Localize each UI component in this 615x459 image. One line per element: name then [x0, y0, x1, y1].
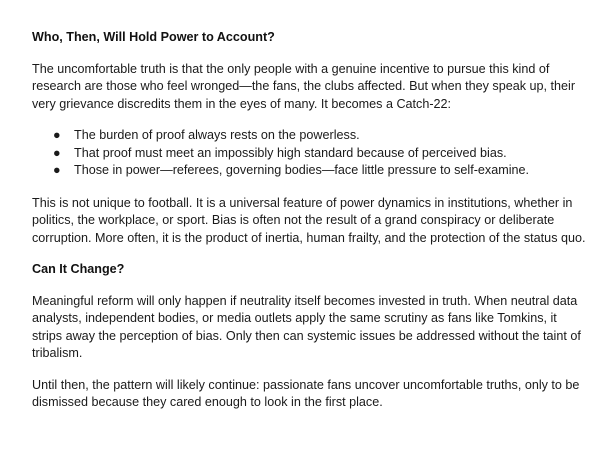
section-heading-change: Can It Change? — [32, 262, 125, 276]
bullet-icon: ● — [53, 145, 61, 160]
bullet-icon: ● — [53, 128, 61, 142]
list-item — [32, 127, 589, 145]
catch-22-list — [32, 127, 589, 180]
paragraph-until-then: Until then, the pattern will likely continue: passionate fans uncover uncomfortable truths, only to be dismissed because they cared enough to look in the first place. — [32, 377, 580, 409]
section-heading-power: Who, Then, Will Hold Power to Account? — [32, 30, 275, 44]
list-item-text: The burden of proof always rests on the powerless. — [74, 128, 360, 142]
list-item-text: Those in power—referees, governing bodies—face little pressure to self-examine. — [74, 163, 529, 177]
paragraph-uncomfortable-truth: The uncomfortable truth is that the only people with a genuine incentive to pursue this kind of research are those who feel wronged—the fans, the clubs affected. But when they speak up, their very grievance discredits them in the eyes of many. It becomes a Catch-22: — [32, 61, 576, 111]
list-item — [32, 162, 589, 180]
list-item-text: That proof must meet an impossibly high standard because of perceived bias. — [74, 145, 507, 160]
paragraph-meaningful-reform: Meaningful reform will only happen if neutrality itself becomes invested in truth. When neutral data analysts, independent bodies, or media outlets apply the same scrutiny as fans like Tomkins, it strips away the perception of bias. Only then can systemic issues be addressed without the taint of tribalism. — [32, 293, 581, 360]
bullet-icon: ● — [53, 163, 61, 177]
list-item — [32, 145, 589, 163]
paragraph-power-dynamics: This is not unique to football. It is a universal feature of power dynamics in institutions, whether in politics, the workplace, or sport. Bias is often not the result of a grand conspiracy or deliberate corruption. More often, it is the product of inertia, human frailty, and the protection of the status quo. — [32, 195, 586, 245]
